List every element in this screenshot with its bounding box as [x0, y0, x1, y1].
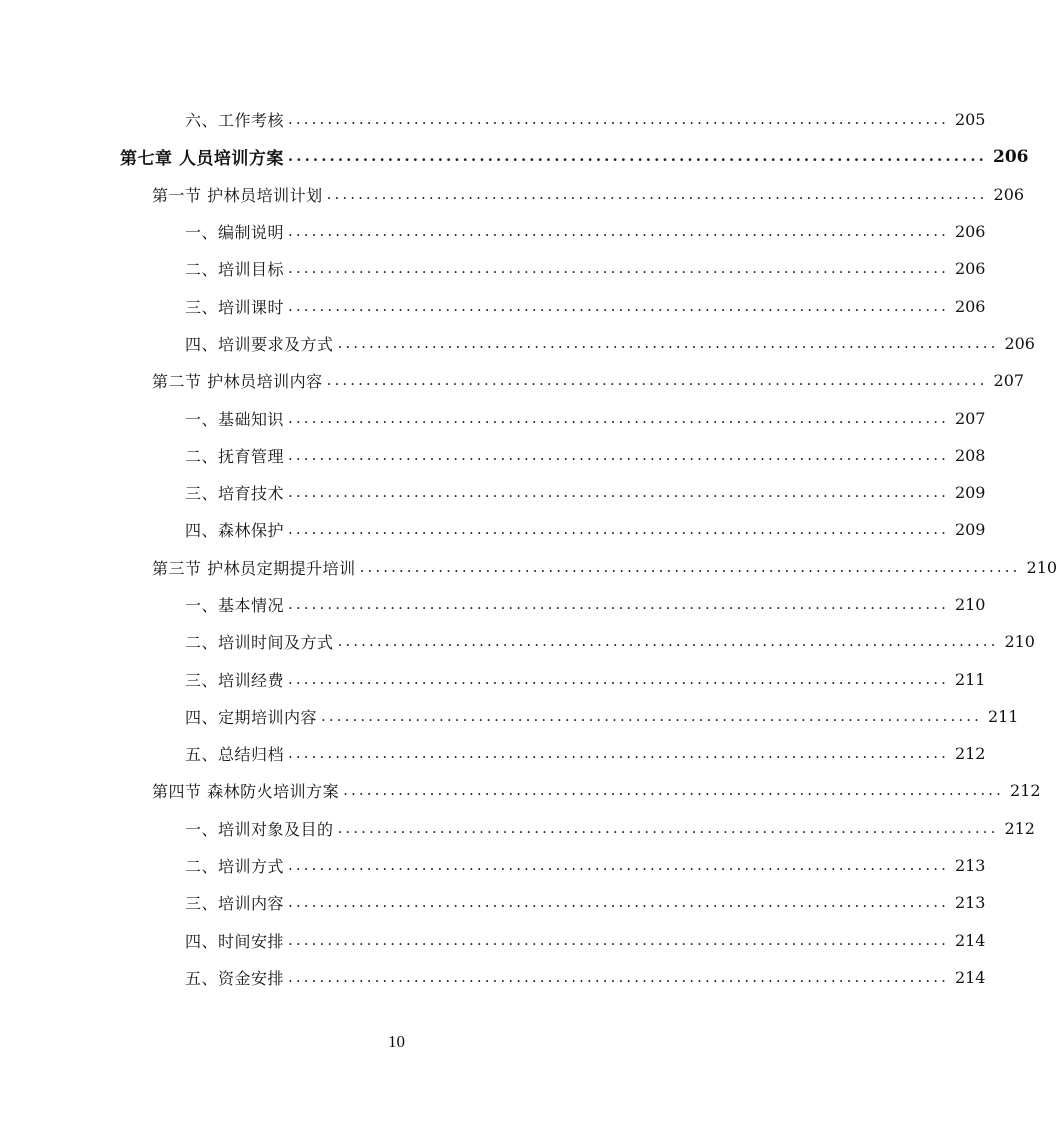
- dot-leader: ....................................................................................: [337, 818, 999, 837]
- toc-entry-title: 第四节 森林防火培训方案: [152, 779, 343, 802]
- toc-entry-page: 212: [1004, 818, 1035, 838]
- toc-entry-title: 第三节 护林员定期提升培训: [152, 556, 360, 579]
- toc-entry-page: 209: [954, 483, 986, 503]
- toc-entry-title: 二、培训目标: [185, 257, 288, 280]
- dot-leader: ....................................................................................: [288, 222, 949, 241]
- toc-entry[interactable]: [0, 287, 986, 324]
- toc-entry-title: 二、抚育管理: [185, 444, 288, 467]
- toc-chapter-entry[interactable]: [0, 138, 1029, 175]
- toc-entry-page: 206: [954, 222, 986, 242]
- dot-leader: ....................................................................................: [288, 930, 949, 949]
- toc-entry-title: 一、编制说明: [185, 220, 288, 243]
- toc-entry[interactable]: [0, 623, 1035, 660]
- toc-entry-page: 211: [954, 669, 986, 689]
- toc-entry[interactable]: [0, 698, 1019, 735]
- toc-entry[interactable]: [0, 399, 986, 436]
- toc-entry[interactable]: [0, 847, 986, 884]
- dot-leader: ....................................................................................: [288, 259, 949, 278]
- toc-entry-title: 第一节 护林员培训计划: [152, 183, 327, 206]
- dot-leader: ....................................................................................: [288, 893, 949, 912]
- toc-entry[interactable]: [0, 213, 986, 250]
- toc-entry[interactable]: [0, 474, 986, 511]
- dot-leader: ....................................................................................: [288, 520, 949, 539]
- toc-entry[interactable]: [0, 325, 1035, 362]
- toc-entry-page: 213: [954, 856, 986, 876]
- dot-leader: ....................................................................................: [326, 371, 988, 390]
- toc-entry-title: 三、培训内容: [185, 891, 288, 914]
- toc-entry-page: 206: [992, 146, 1029, 167]
- dot-leader: ....................................................................................: [321, 706, 982, 725]
- toc-entry-title: 第七章 人员培训方案: [120, 144, 288, 169]
- toc-entry[interactable]: [0, 922, 986, 959]
- toc-section-entry[interactable]: [0, 549, 1057, 586]
- toc-section-entry[interactable]: [0, 772, 1041, 809]
- toc-entry[interactable]: [0, 250, 986, 287]
- toc-entry-title: 一、基本情况: [185, 593, 288, 616]
- dot-leader: ....................................................................................: [288, 110, 949, 129]
- toc-entry-page: 206: [954, 296, 986, 316]
- dot-leader: ....................................................................................: [288, 483, 949, 502]
- toc-entry-title: 一、培训对象及目的: [185, 817, 338, 840]
- toc-entry-title: 二、培训时间及方式: [185, 630, 338, 653]
- toc-entry-title: 四、森林保护: [185, 518, 288, 541]
- dot-leader: ....................................................................................: [288, 445, 949, 464]
- toc-entry[interactable]: [0, 437, 986, 474]
- toc-entry-title: 四、培训要求及方式: [185, 332, 338, 355]
- toc-entry[interactable]: [0, 735, 986, 772]
- toc-entry-title: 四、定期培训内容: [185, 705, 321, 728]
- toc-entry-title: 第二节 护林员培训内容: [152, 369, 327, 392]
- dot-leader: ....................................................................................: [288, 669, 949, 688]
- dot-leader: ....................................................................................: [288, 856, 949, 875]
- toc-entry-page: 205: [954, 110, 986, 130]
- toc-entry-page: 206: [1004, 333, 1035, 353]
- toc-entry-title: 三、培训经费: [185, 668, 288, 691]
- toc-entry-title: 四、时间安排: [185, 929, 288, 952]
- toc-entry[interactable]: [0, 101, 986, 138]
- toc-entry-page: 213: [954, 893, 986, 913]
- toc-entry-page: 214: [954, 930, 986, 950]
- dot-leader: ....................................................................................: [288, 744, 949, 763]
- toc-entry-title: 五、资金安排: [185, 966, 288, 989]
- toc-entry-page: 212: [1010, 781, 1041, 801]
- toc-entry[interactable]: [0, 810, 1035, 847]
- dot-leader: ....................................................................................: [288, 967, 949, 986]
- dot-leader: ....................................................................................: [326, 184, 988, 203]
- toc-entry-page: 210: [1026, 557, 1057, 577]
- toc-entry-title: 二、培训方式: [185, 854, 288, 877]
- toc-entry-page: 207: [954, 408, 986, 428]
- dot-leader: ....................................................................................: [288, 408, 949, 427]
- toc-entry[interactable]: [0, 959, 986, 996]
- toc-entry-title: 三、培训课时: [185, 295, 288, 318]
- toc-section-entry[interactable]: [0, 176, 1025, 213]
- dot-leader: ....................................................................................: [343, 781, 1005, 800]
- dot-leader: ....................................................................................: [288, 595, 949, 613]
- toc-entry-title: 三、培育技术: [185, 481, 288, 504]
- toc-entry-page: 207: [993, 371, 1025, 391]
- toc-section-entry[interactable]: [0, 362, 1025, 399]
- page-number: 10: [388, 1032, 405, 1051]
- toc-entry-title: 五、总结归档: [185, 742, 288, 765]
- toc-entry[interactable]: [0, 511, 986, 548]
- toc-entry[interactable]: [0, 660, 986, 697]
- toc-entry-page: 209: [954, 520, 986, 540]
- toc-entry[interactable]: [0, 586, 986, 623]
- toc-entry-title: 一、基础知识: [185, 407, 288, 430]
- dot-leader: ....................................................................................: [287, 147, 987, 166]
- toc-entry-page: 212: [954, 744, 986, 764]
- toc-entry-page: 211: [987, 706, 1019, 726]
- dot-leader: ....................................................................................: [337, 632, 999, 651]
- toc-entry-page: 210: [954, 595, 986, 614]
- toc-entry-page: 214: [954, 967, 986, 987]
- toc-entry-page: 208: [954, 445, 986, 465]
- table-of-contents: [0, 101, 1057, 996]
- toc-entry-page: 210: [1004, 632, 1035, 652]
- toc-entry-page: 206: [993, 184, 1025, 204]
- dot-leader: ....................................................................................: [337, 333, 999, 352]
- toc-entry-title: 六、工作考核: [185, 108, 288, 131]
- toc-entry[interactable]: [0, 884, 986, 921]
- dot-leader: ....................................................................................: [288, 296, 949, 315]
- toc-entry-page: 206: [954, 259, 986, 279]
- dot-leader: ....................................................................................: [359, 557, 1021, 576]
